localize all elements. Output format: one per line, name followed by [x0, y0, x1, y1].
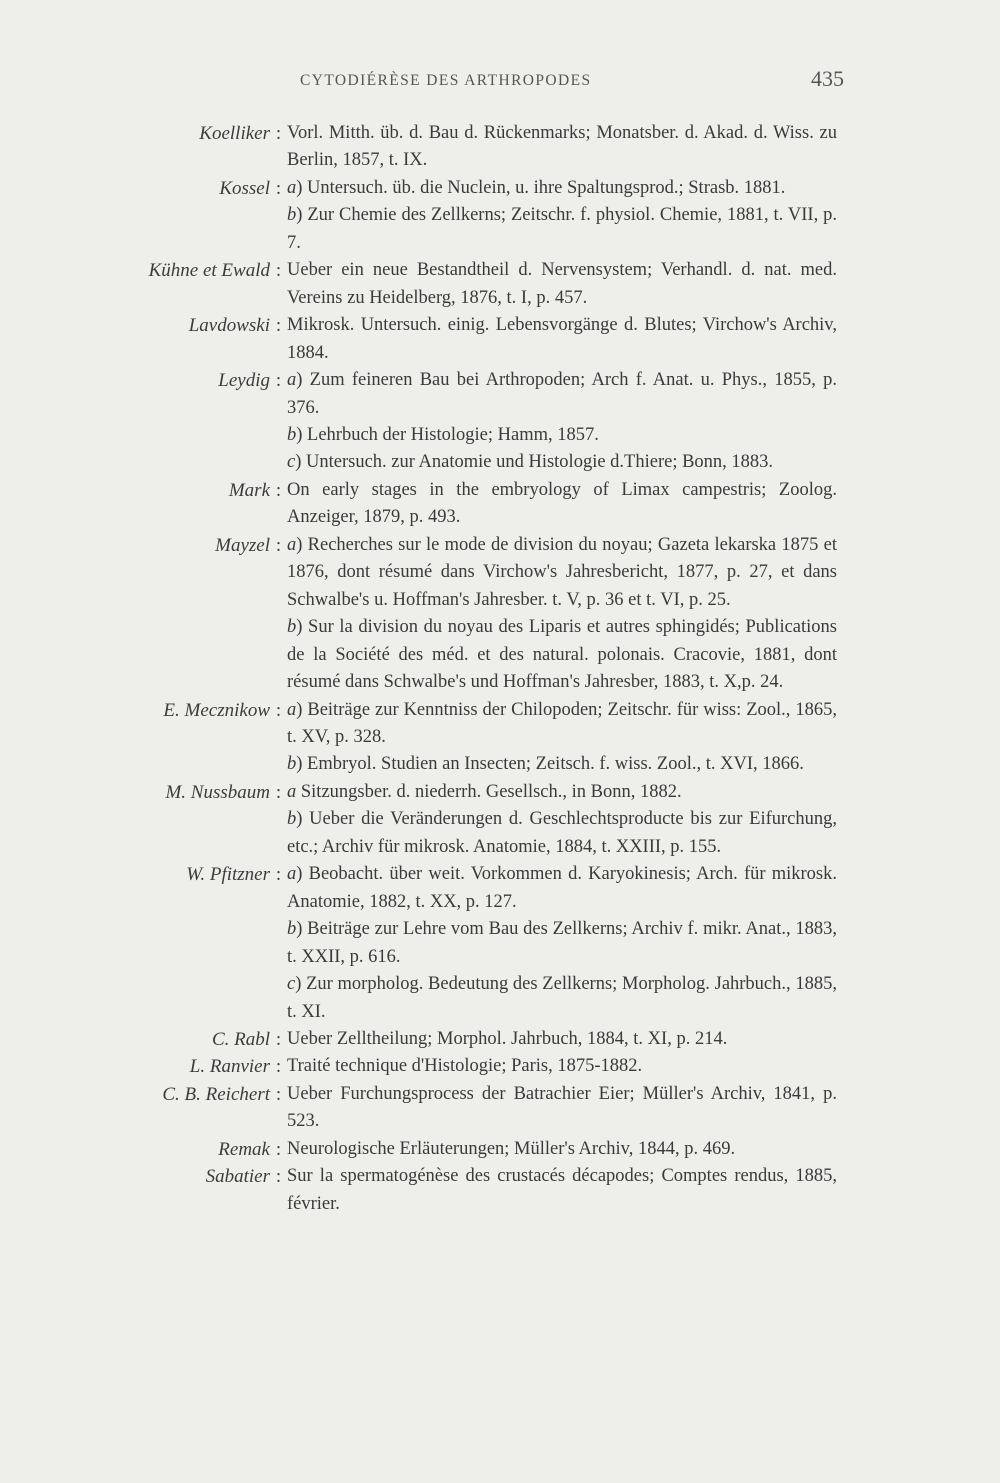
citation: [287, 806, 837, 861]
citation: [287, 916, 837, 971]
author-separator: :: [275, 370, 282, 392]
reference-entries: [287, 257, 837, 312]
citation-marker: b: [287, 617, 297, 638]
citation-marker: a: [287, 534, 297, 555]
reference-entries: [287, 1026, 837, 1053]
citation-text: ) Lehrbuch der Histologie; Hamm, 1857.: [296, 424, 599, 445]
citation-marker: a: [287, 370, 297, 391]
citation: [287, 312, 837, 367]
citation: [287, 202, 837, 257]
citation-text: Vorl. Mitth. üb. d. Bau d. Rückenmarks; Monatsber. d. Akad. d. Wiss. zu Berlin, 1857, t. IX.: [287, 123, 837, 171]
citation-marker: b: [287, 809, 297, 830]
reference-entry: [0, 477, 1000, 532]
reference-entries: [287, 1136, 837, 1163]
citation-text: Sitzungsber. d. niederrh. Gesellsch., in Bonn, 1882.: [296, 781, 682, 802]
reference-author: Remak: [218, 1138, 270, 1160]
reference-entries: [287, 120, 837, 175]
reference-author: Kühne et Ewald: [148, 260, 270, 282]
citation-marker: b: [287, 424, 297, 445]
citation-text: Ueber Furchungsprocess der Batrachier Eier; Müller's Archiv, 1841, p. 523.: [287, 1083, 837, 1132]
citation: [287, 477, 837, 532]
reference-author: Mark: [228, 479, 270, 501]
author-separator: :: [275, 260, 282, 282]
reference-entries: [287, 779, 837, 861]
citation: [287, 367, 837, 422]
reference-entries: [287, 532, 837, 697]
reference-author: L. Ranvier: [189, 1056, 270, 1078]
reference-entries: [287, 861, 837, 1026]
reference-entry: [0, 1053, 1000, 1080]
reference-entries: [287, 1081, 837, 1136]
citation-text: Ueber Zelltheilung; Morphol. Jahrbuch, 1884, t. XI, p. 214.: [287, 1028, 728, 1049]
reference-author: M. Nussbaum: [165, 781, 270, 803]
citation-marker: a: [287, 177, 297, 198]
reference-author: C. B. Reichert: [162, 1083, 270, 1105]
reference-entries: [287, 697, 837, 779]
reference-author: W. Pfitzner: [186, 864, 270, 886]
citation: [287, 861, 837, 916]
citation: [287, 1163, 837, 1218]
reference-entry: [0, 1163, 1000, 1218]
citation-text: ) Sur la division du noyau des Liparis et autres sphingidés; Publications de la Société des méd. et des natural. polonais. Cracovie, 1881, dont résumé dans Schwalbe's und Hoffman's Jahresber, 1883, t. X,p. 24.: [287, 617, 837, 693]
citation-text: Ueber ein neue Bestandtheil d. Nervensystem; Verhandl. d. nat. med. Vereins zu Heidelberg, 1876, t. I, p. 457.: [287, 260, 837, 308]
citation: [287, 1081, 837, 1136]
citation-text: ) Beiträge zur Kenntniss der Chilopoden; Zeitschr. für wiss: Zool., 1865, t. XV, p. 328.: [287, 699, 837, 747]
citation-text: Sur la spermatogénèse des crustacés décapodes; Comptes rendus, 1885, février.: [287, 1166, 837, 1214]
citation: [287, 1053, 837, 1080]
reference-entry: [0, 861, 1000, 1026]
author-separator: :: [275, 534, 282, 556]
citation: [287, 971, 837, 1026]
citation-marker: a: [287, 781, 297, 802]
author-separator: :: [275, 1166, 282, 1188]
reference-author: Lavdowski: [188, 315, 270, 337]
citation-text: Traité technique d'Histologie; Paris, 1875-1882.: [287, 1056, 643, 1077]
citation-text: ) Zur Chemie des Zellkerns; Zeitschr. f. physiol. Chemie, 1881, t. VII, p. 7.: [287, 205, 837, 253]
citation-marker: b: [287, 754, 297, 775]
reference-entry: [0, 312, 1000, 367]
citation-text: ) Ueber die Veränderungen d. Geschlechtsproducte bis zur Eifurchung, etc.; Archiv für mikrosk. Anatomie, 1884, t. XXIII, p. 155.: [287, 809, 837, 857]
author-separator: :: [275, 1138, 282, 1160]
citation-marker: c: [287, 974, 296, 995]
reference-entries: [287, 367, 837, 477]
page-number: 435: [811, 66, 844, 91]
citation: [287, 697, 837, 752]
running-title: CYTODIÉRÈSE DES ARTHROPODES: [300, 72, 592, 89]
citation-text: Neurologische Erläuterungen; Müller's Archiv, 1844, p. 469.: [287, 1138, 736, 1159]
citation: [287, 1136, 837, 1163]
reference-entries: [287, 312, 837, 367]
author-separator: :: [275, 479, 282, 501]
reference-entry: [0, 1136, 1000, 1163]
citation: [287, 120, 837, 175]
reference-entry: [0, 1026, 1000, 1053]
reference-entry: [0, 697, 1000, 779]
reference-entry: [0, 779, 1000, 861]
page-header: [0, 66, 1000, 98]
reference-author: Leydig: [218, 370, 270, 392]
citation-text: Mikrosk. Untersuch. einig. Lebensvorgänge d. Blutes; Virchow's Archiv, 1884.: [287, 315, 837, 363]
citation: [287, 751, 837, 778]
citation-marker: b: [287, 205, 297, 226]
reference-entry: [0, 367, 1000, 477]
citation-text: ) Beobacht. über weit. Vorkommen d. Karyokinesis; Arch. für mikrosk. Anatomie, 1882, t. XX, p. 127.: [287, 864, 837, 912]
author-separator: :: [275, 177, 282, 199]
citation-text: ) Embryol. Studien an Insecten; Zeitsch. f. wiss. Zool., t. XVI, 1866.: [296, 754, 804, 775]
author-separator: :: [275, 1056, 282, 1078]
citation-marker: c: [287, 452, 296, 473]
citation-text: ) Beiträge zur Lehre vom Bau des Zellkerns; Archiv f. mikr. Anat., 1883, t. XXII, p. 616.: [287, 919, 837, 967]
citation: [287, 422, 837, 449]
reference-entries: [287, 1163, 837, 1218]
citation-marker: a: [287, 699, 297, 720]
citation-text: ) Recherches sur le mode de division du noyau; Gazeta lekarska 1875 et 1876, dont résumé dans Virchow's Jahresbericht, 1877, p. 27, et dans Schwalbe's u. Hoffman's Jahresber. t. V, p. 36 et t. VI, p. 25.: [287, 534, 837, 610]
reference-entries: [287, 1053, 837, 1080]
author-separator: :: [275, 864, 282, 886]
citation-marker: b: [287, 919, 297, 940]
author-separator: :: [275, 781, 282, 803]
citation: [287, 175, 837, 202]
reference-author: Kossel: [219, 177, 270, 199]
reference-entry: [0, 120, 1000, 175]
citation-marker: a: [287, 864, 297, 885]
citation: [287, 532, 837, 614]
citation: [287, 257, 837, 312]
citation: [287, 449, 837, 476]
author-separator: :: [275, 699, 282, 721]
reference-entry: [0, 257, 1000, 312]
author-separator: :: [275, 1028, 282, 1050]
reference-entry: [0, 532, 1000, 697]
reference-author: Sabatier: [205, 1166, 270, 1188]
reference-entries: [287, 175, 837, 257]
citation: [287, 1026, 837, 1053]
citation-text: ) Zur morpholog. Bedeutung des Zellkerns; Morpholog. Jahrbuch., 1885, t. XI.: [287, 974, 837, 1022]
reference-author: Koelliker: [199, 123, 270, 144]
citation-text: On early stages in the embryology of Limax campestris; Zoolog. Anzeiger, 1879, p. 493.: [287, 479, 837, 528]
reference-entry: [0, 175, 1000, 257]
reference-author: E. Mecznikow: [163, 699, 270, 721]
author-separator: :: [275, 315, 282, 337]
author-separator: :: [275, 1083, 282, 1105]
citation: [287, 614, 837, 696]
citation: [287, 779, 837, 806]
reference-author: C. Rabl: [211, 1028, 270, 1050]
citation-text: ) Zum feineren Bau bei Arthropoden; Arch f. Anat. u. Phys., 1855, p. 376.: [287, 370, 837, 418]
citation-text: ) Untersuch. zur Anatomie und Histologie d.Thiere; Bonn, 1883.: [295, 452, 774, 473]
bibliography-list: [0, 120, 1000, 1218]
author-separator: :: [275, 123, 282, 144]
reference-entries: [287, 477, 837, 532]
reference-author: Mayzel: [215, 534, 270, 556]
citation-text: ) Untersuch. üb. die Nuclein, u. ihre Spaltungsprod.; Strasb. 1881.: [296, 177, 786, 198]
reference-entry: [0, 1081, 1000, 1136]
